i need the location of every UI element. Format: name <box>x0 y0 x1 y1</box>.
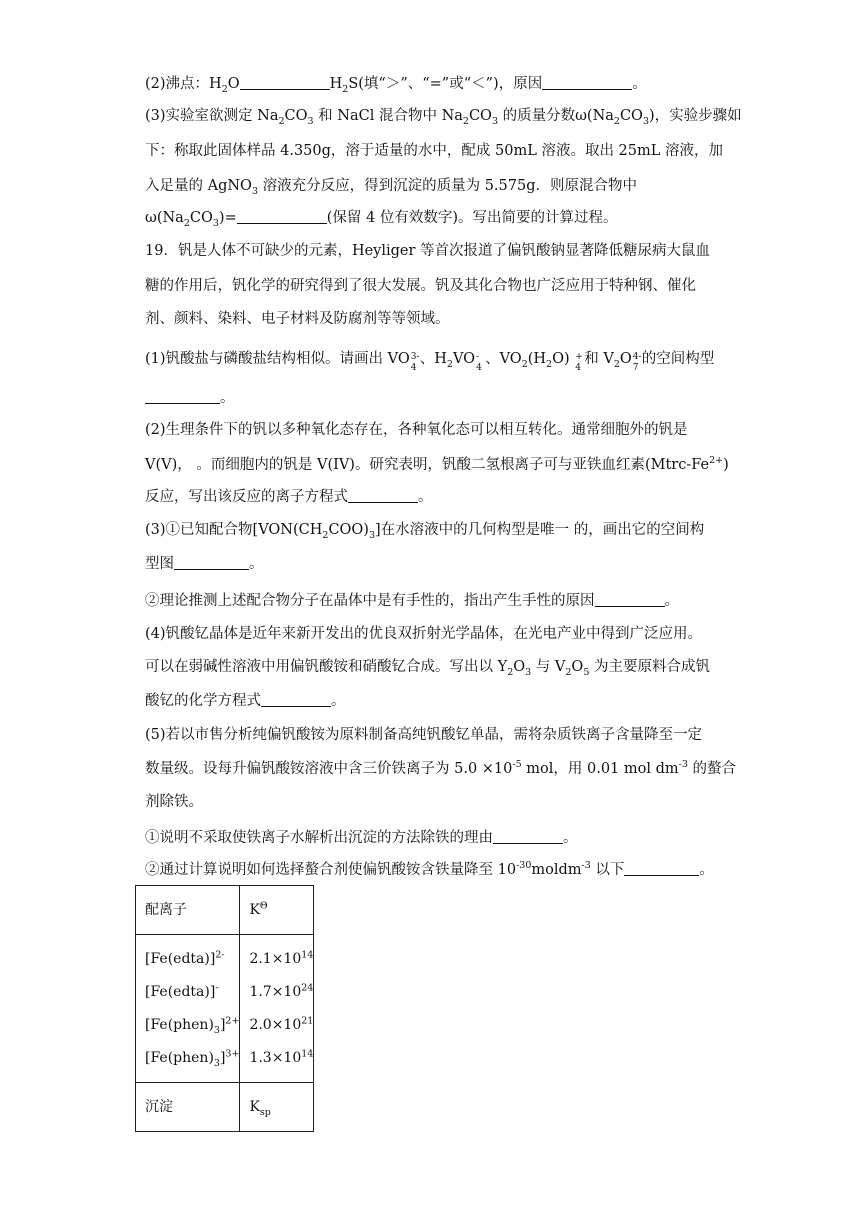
answer-blank[interactable] <box>145 389 220 404</box>
q3-line-3: 入足量的 AgNO$_3$ 溶液充分反应，得到沉淀的质量为 5.575g．则原混合物中 <box>145 178 637 197</box>
q3-line-1: (3)实验室欲测定 $Na_2CO_3$ 和 NaCl 混合物中 $Na_2CO_3$ 的质量分数$\omega(Na_2CO_3)$，实验步骤如 <box>145 108 742 127</box>
answer-blank[interactable] <box>624 861 699 876</box>
k-value-cell <box>240 935 314 1083</box>
answer-blank[interactable] <box>237 209 327 224</box>
complex-ion-cell <box>136 935 240 1083</box>
q3-line-2: 下：称取此固体样品 4.350g，溶于适量的水中，配成 50mL 溶液。取出 25mL 溶液，加 <box>145 143 723 159</box>
answer-blank[interactable] <box>240 75 330 90</box>
q19-part1: (1)钒酸盐与磷酸盐结构相似。请画出 VO 3- 4 、$H_2VO$ - 4 、$VO_2(H_2O)$ + 4 和 $V_2O$ 4- 7 的空间构型 <box>145 351 715 373</box>
q19-part2-line-2: V(V)， 。而细胞内的钒是 V(IV)。研究表明，钒酸二氢根离子可与亚铁血红素$(Mtrc-Fe^{2+})$ <box>145 455 729 473</box>
q19-part2-line-1: (2)生理条件下的钒以多种氧化态存在，各种氧化态可以相互转化。通常细胞外的钒是 <box>145 422 688 438</box>
table-footer-row <box>136 1083 314 1132</box>
q19-part2-line-3: 反应，写出该反应的离子方程式 。 <box>145 489 433 505</box>
table-cell: $1.7\times 10^{24}$ <box>249 982 314 1000</box>
header-complex-ion: 配离子 <box>136 886 240 935</box>
q19-part1-answer: 。 <box>145 388 720 408</box>
q19-part5-line-2: 数量级。设每升偏钒酸铵溶液中含三价铁离子为 $5.0 \times 10^{-5}$ mol，用 0.01 mol $dm^{-3}$ 的螯合 <box>145 759 737 777</box>
table-header-row <box>136 886 314 935</box>
stability-constant-table <box>135 885 314 1132</box>
header-k-theta: $K^\Theta$ <box>240 886 314 935</box>
precipitate-header: 沉淀 <box>136 1083 240 1132</box>
answer-blank[interactable] <box>174 555 249 570</box>
answer-blank[interactable] <box>348 488 418 503</box>
q19-part3-line-2: 型图 。 <box>145 556 264 572</box>
table-body-row <box>136 935 314 1083</box>
q19-intro-line-1: 19．钒是人体不可缺少的元素，Heyliger 等首次报道了偏钒酸钠显著降低糖尿病大鼠血 <box>145 243 711 259</box>
answer-blank[interactable] <box>261 692 331 707</box>
q19-part4-line-2: 可以在弱碱性溶液中用偏钒酸铵和硝酸钇合成。写出以 $Y_2O_3$ 与 $V_2O_5$ 为主要原料合成钒 <box>145 659 710 678</box>
q19-part4-line-1: (4)钒酸钇晶体是近年来新开发出的优良双折射光学晶体，在光电产业中得到广泛应用。 <box>145 626 703 642</box>
table-row: $[Fe(phen)_3]^{2+}$ <box>145 1015 240 1036</box>
table-cell: $1.3\times 10^{14}$ <box>249 1048 314 1066</box>
table-row: [Fe(edta)]$^{2-}$ <box>145 949 225 967</box>
q19-intro-line-3: 剂、颜料、染料、电子材料及防腐剂等等领域。 <box>145 311 450 327</box>
q19-part5-line-1: (5)若以市售分析纯偏钒酸铵为原料制备高纯钒酸钇单晶，需将杂质铁离子含量降至一定 <box>145 727 703 743</box>
boiling-point-question: (2)沸点：$H_2O$ $H_2S$(填“＞”、“=”或“＜”)，原因 。 <box>145 76 647 95</box>
table-row: $[Fe(phen)_3]^{3+}$ <box>145 1048 240 1069</box>
answer-blank[interactable] <box>493 829 563 844</box>
q3-line-4: $\omega(Na_2CO_3)=$ (保留 4 位有效数字)。写出简要的计算过程。 <box>145 210 618 229</box>
q19-part5-sub1: ①说明不采取使铁离子水解析出沉淀的方法除铁的理由 。 <box>145 830 578 846</box>
q19-part3-line-1: (3)①已知配合物$[VON(CH_2COO)_3]$在水溶液中的几何构型是唯一 的，画出它的空间构 <box>145 522 705 541</box>
answer-blank[interactable] <box>595 592 665 607</box>
table-row: [Fe(edta)]- <box>145 982 219 1000</box>
q19-part3-line-3: ②理论推测上述配合物分子在晶体中是有手性的，指出产生手性的原因 。 <box>145 593 679 609</box>
ksp-header: $K_{sp}$ <box>240 1083 314 1132</box>
answer-blank[interactable] <box>542 75 632 90</box>
table-cell: $2.1\times 10^{14}$ <box>249 949 314 967</box>
table-cell: $2.0\times 10^{21}$ <box>249 1015 314 1033</box>
q19-part5-line-3: 剂除铁。 <box>145 794 203 810</box>
q19-intro-line-2: 糖的作用后，钒化学的研究得到了很大发展。钒及其化合物也广泛应用于特种钢、催化 <box>145 278 696 294</box>
q19-part5-sub2: ②通过计算说明如何选择螯合剂使偏钒酸铵含铁量降至 $10^{-30}moldm^{-3}$ 以下 。 <box>145 860 714 878</box>
q19-part4-line-3: 酸钇的化学方程式 。 <box>145 693 346 709</box>
